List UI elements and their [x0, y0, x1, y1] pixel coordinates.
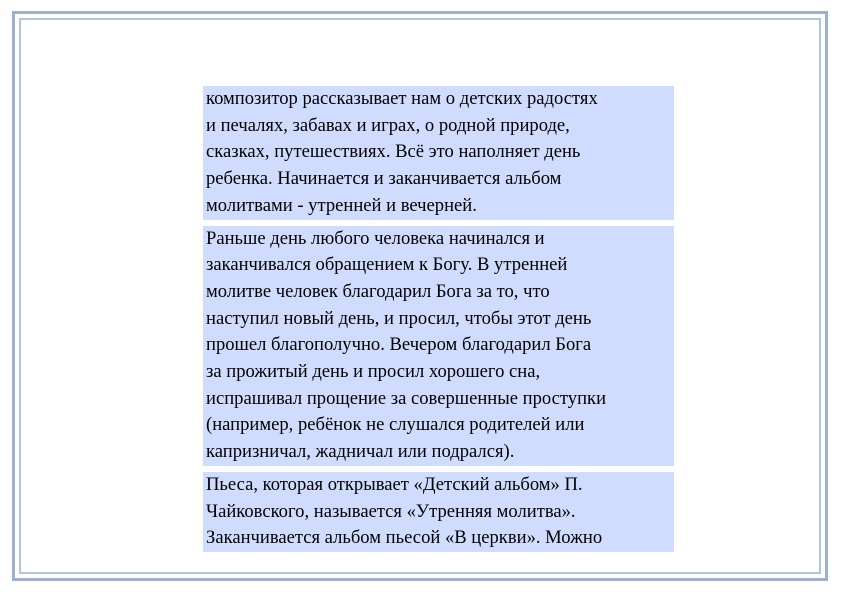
paragraph-2	[203, 226, 674, 466]
text-line: и печалях, забавах и играх, о родной природе,	[203, 113, 674, 140]
text-line: наступил новый день, и просил, чтобы этот день	[203, 306, 674, 333]
paragraph-1	[203, 86, 674, 220]
text-line: Раньше день любого человека начинался и	[203, 226, 674, 253]
text-line: заканчивался обращением к Богу. В утренней	[203, 252, 674, 279]
text-line: молитве человек благодарил Бога за то, что	[203, 279, 674, 306]
text-line: (например, ребёнок не слушался родителей или	[203, 412, 674, 439]
text-line: испрашивал прощение за совершенные проступки	[203, 386, 674, 413]
text-block	[203, 86, 674, 558]
paragraph-3	[203, 472, 674, 552]
text-line: Заканчивается альбом пьесой «В церкви». Можно	[203, 525, 674, 552]
text-line: Чайковского, называется «Утренняя молитва».	[203, 499, 674, 526]
text-line: прошел благополучно. Вечером благодарил Бога	[203, 332, 674, 359]
text-line: ребенка. Начинается и заканчивается альбом	[203, 166, 674, 193]
text-line: композитор рассказывает нам о детских радостях	[203, 86, 674, 113]
text-line: за прожитый день и просил хорошего сна,	[203, 359, 674, 386]
text-line: сказках, путешествиях. Всё это наполняет день	[203, 139, 674, 166]
text-line: Пьеса, которая открывает «Детский альбом» П.	[203, 472, 674, 499]
text-line: молитвами - утренней и вечерней.	[203, 193, 674, 220]
text-line: капризничал, жадничал или подрался).	[203, 439, 674, 466]
